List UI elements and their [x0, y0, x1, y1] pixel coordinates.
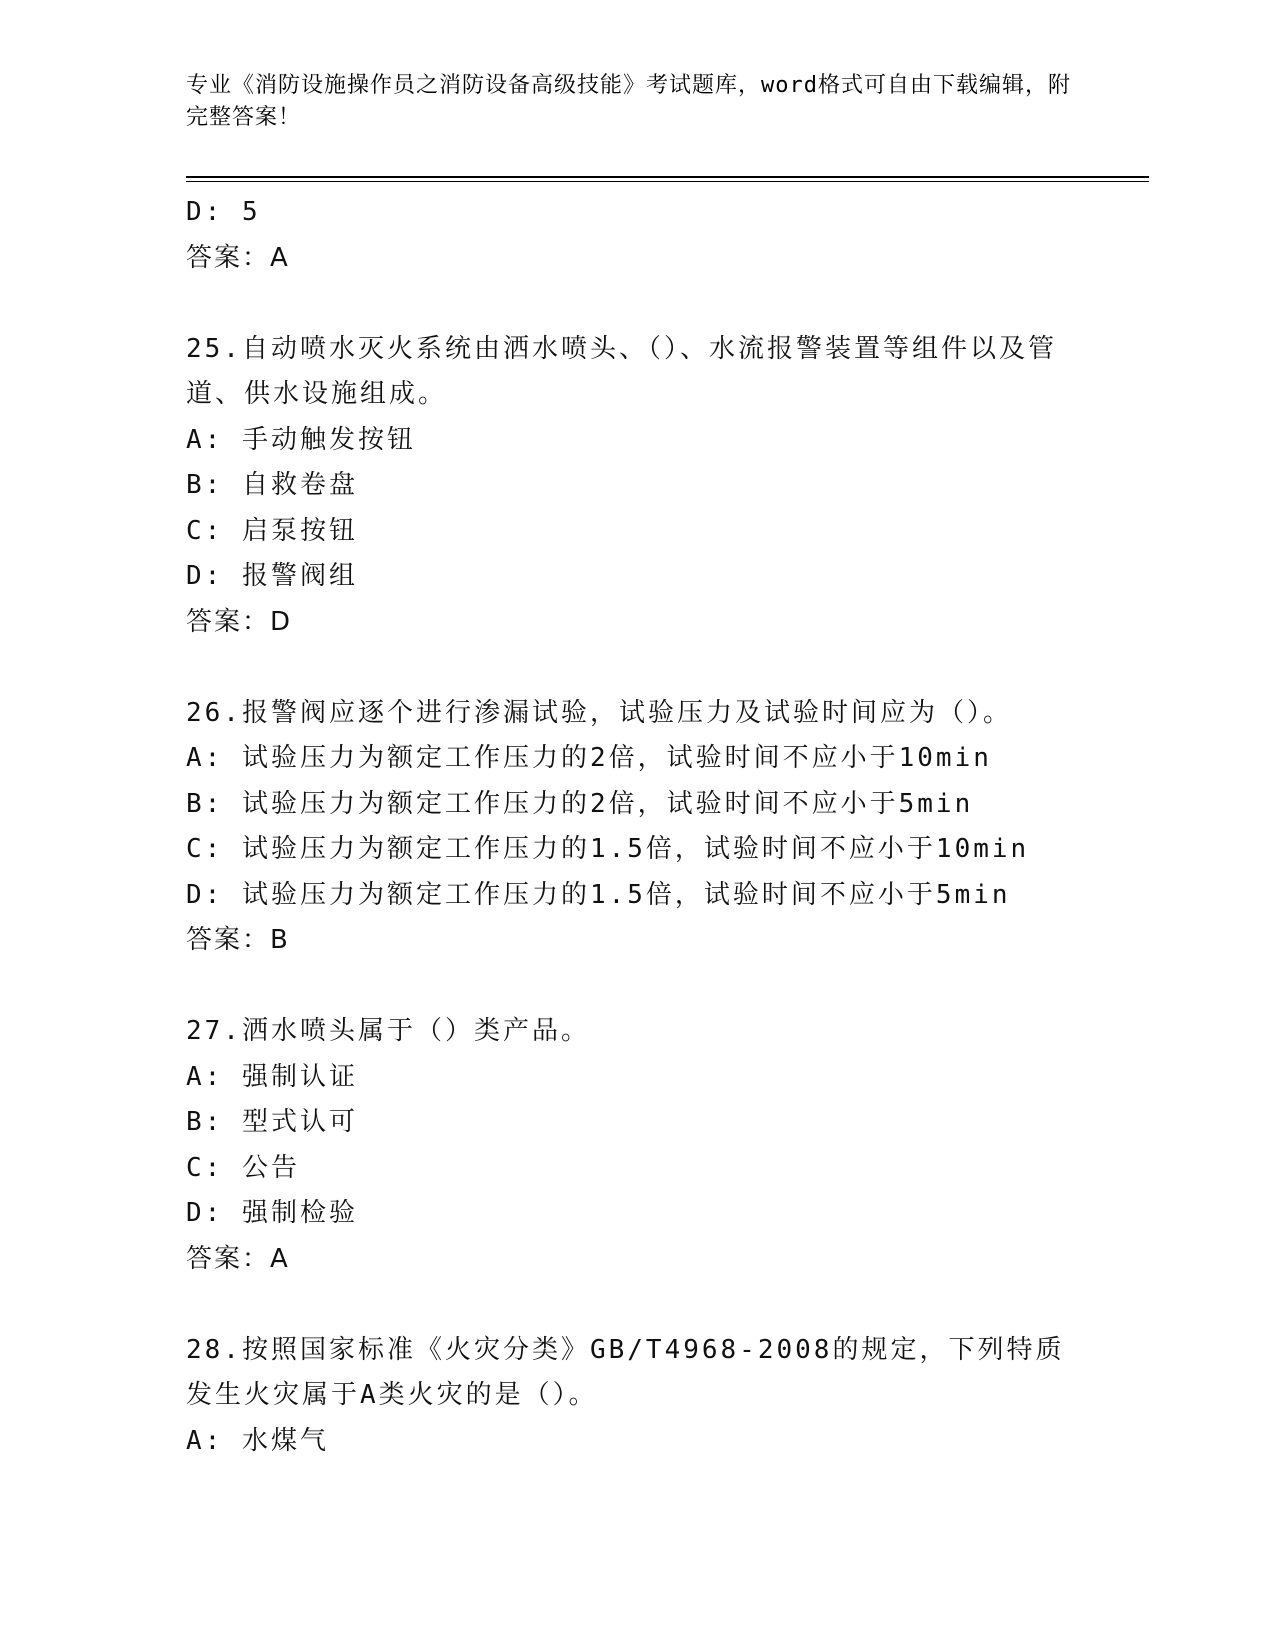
question-content — [186, 190, 1066, 1464]
spacer — [186, 1282, 1066, 1328]
spacer — [186, 645, 1066, 691]
question-stem: 25.自动喷水灭火系统由洒水喷头、（）、水流报警装置等组件以及管道、供水设施组成。 — [186, 333, 1057, 409]
spacer — [186, 281, 1066, 327]
question-stem: 28.按照国家标准《火灾分类》GB/T4968-2008的规定，下列特质发生火灾属于A类火灾的是（）。 — [186, 1334, 1065, 1410]
answer: 答案：D — [186, 606, 293, 637]
question-26 — [186, 691, 1066, 964]
option-a: A: 试验压力为额定工作压力的2倍，试验时间不应小于10min — [186, 743, 992, 773]
option-b: B: 自救卷盘 — [186, 470, 358, 500]
option-d: D: 强制检验 — [186, 1198, 358, 1228]
option-a: A: 手动触发按钮 — [186, 424, 416, 455]
question-27 — [186, 1009, 1066, 1282]
answer: 答案：A — [186, 1243, 290, 1274]
question-28 — [186, 1328, 1066, 1465]
prev-answer: 答案：A — [186, 242, 290, 273]
header-divider — [186, 176, 1149, 178]
option-a: A: 水煤气 — [186, 1425, 329, 1456]
option-b: B: 型式认可 — [186, 1107, 358, 1137]
prev-option-d: D: 5 — [186, 197, 261, 227]
answer: 答案：B — [186, 925, 290, 955]
option-c: C: 公告 — [186, 1152, 300, 1183]
option-c: C: 试验压力为额定工作压力的1.5倍，试验时间不应小于10min — [186, 834, 1030, 864]
header-divider-thin — [186, 181, 1149, 182]
page-header: 专业《消防设施操作员之消防设备高级技能》考试题库，word格式可自由下载编辑，附完整答案！ — [186, 73, 1071, 130]
option-a: A: 强制认证 — [186, 1061, 358, 1092]
option-b: B: 试验压力为额定工作压力的2倍，试验时间不应小于5min — [186, 788, 974, 819]
question-25 — [186, 327, 1066, 646]
question-stem: 26.报警阀应逐个进行渗漏试验，试验压力及试验时间应为（）。 — [186, 697, 1012, 728]
question-stem: 27.洒水喷头属于（）类产品。 — [186, 1016, 590, 1046]
option-d: D: 报警阀组 — [186, 561, 358, 591]
option-c: C: 启泵按钮 — [186, 515, 358, 546]
spacer — [186, 964, 1066, 1010]
option-d: D: 试验压力为额定工作压力的1.5倍，试验时间不应小于5min — [186, 879, 1011, 910]
